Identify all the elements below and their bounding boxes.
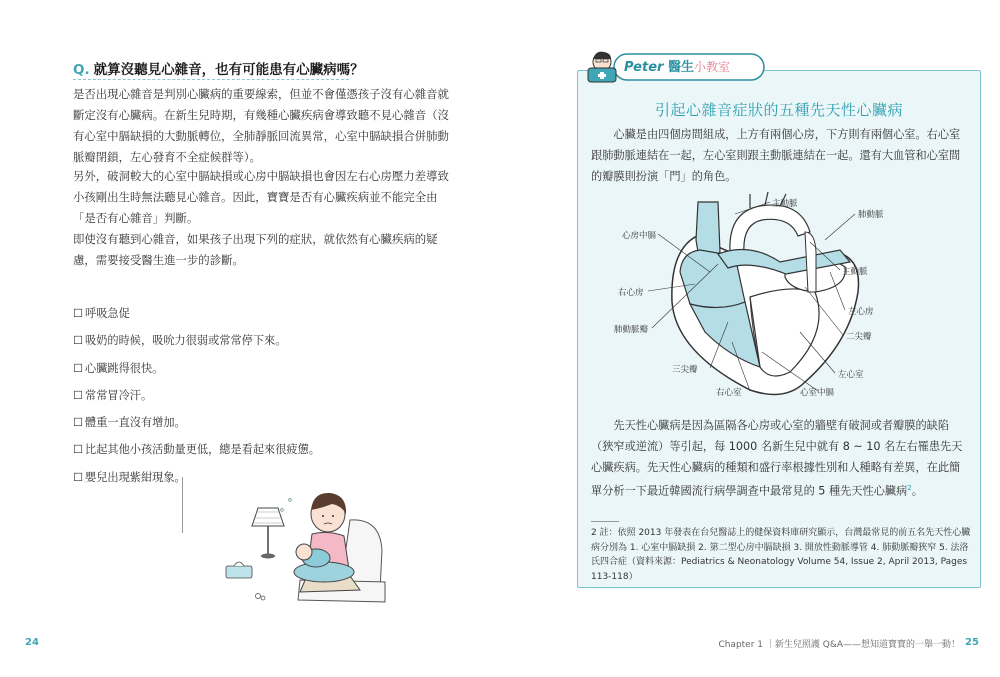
heart-intro-paragraph: 心臟是由四個房間組成，上方有兩個心房，下方則有兩個心室。右心室跟肺動脈連結在一起，左心室則跟主動脈連結在一起。還有大血管和心室間的瓣膜則扮演「門」的角色。 <box>591 128 961 183</box>
checkbox-icon: ☐ <box>73 443 84 457</box>
symptom-checklist <box>73 304 320 495</box>
badge-title <box>624 56 730 75</box>
paragraph-2: 另外，破洞較大的心室中膈缺損或心房中膈缺損也會因左右心房壓力差導致小孩剛出生時無法聽見心雜音。因此，寶寶是否有心臟疾病並不能完全由「是否有心雜音」判斷。 <box>73 169 449 225</box>
heading-divider <box>73 79 349 80</box>
label-atrial-septum: 心房中膈 <box>622 231 657 241</box>
footnote: 2 註：依照 2013 年發表在台兒醫誌上的健保資料庫研究顯示，台灣最常見的前五名先天性心臟病分別為 1. 心室中膈缺損 2. 第二型心房中膈缺損 3. 開放性動脈導管 4. 肺動脈瓣狹窄 5. 法洛氏四合症（資料來源：Pediatrics & Neonatology Volume 54, Issue 2, April 2013, Pages 113-118） <box>591 528 971 582</box>
chapter-footer: Chapter 1 ｜新生兒照護 Q&A——想知道寶寶的一舉一動！ <box>718 640 960 650</box>
page-number-right: 25 <box>965 637 979 648</box>
label-pulmonary-artery: 肺動脈 <box>858 210 884 220</box>
checklist-item: ☐ 呼吸急促 <box>73 307 130 320</box>
badge-word: 醫生 <box>667 60 694 75</box>
question-title: 就算沒聽見心雜音，也有可能患有心臟病嗎？ <box>93 62 364 78</box>
checklist-item: ☐ 心臟跳得很快。 <box>73 361 164 375</box>
right-page <box>500 0 1000 677</box>
heart-anatomy-diagram <box>600 192 970 404</box>
badge-small: 小教室 <box>694 60 731 74</box>
label-left-atrium: 左心房 <box>848 307 874 317</box>
checklist-item: ☐ 吸奶的時候，吸吮力很弱或常常停下來。 <box>73 334 287 348</box>
checkbox-icon: ☐ <box>73 416 84 430</box>
question-prefix: Q. <box>73 62 90 78</box>
checkbox-icon: ☐ <box>73 470 84 484</box>
checklist-item: ☐ 嬰兒出現紫紺現象。 <box>73 470 186 484</box>
checklist-item: ☐ 體重一直沒有增加。 <box>73 416 186 430</box>
label-pulmonary-valve: 肺動脈瓣 <box>614 325 649 335</box>
question-heading <box>73 58 463 78</box>
mother-feeding-baby-illustration <box>220 480 400 610</box>
label-left-ventricle: 左心室 <box>838 370 864 380</box>
label-right-ventricle: 右心室 <box>716 388 742 398</box>
label-ventricular-septum: 心室中膈 <box>800 388 835 398</box>
footnote-ref: 2 <box>907 484 912 492</box>
box-title: 引起心雜音症狀的五種先天性心臟病 <box>654 101 903 119</box>
checkbox-icon: ☐ <box>73 334 84 348</box>
paragraph-3: 即使沒有聽到心雜音，如果孩子出現下列的症狀，就依然有心臟疾病的疑慮，需要接受醫生進一步的診斷。 <box>73 232 438 267</box>
illustration-divider <box>182 477 183 533</box>
label-tricuspid-valve: 三尖瓣 <box>672 365 698 375</box>
badge-name: Peter <box>624 60 664 75</box>
label-mitral-valve: 二尖瓣 <box>846 332 872 342</box>
page-number-left: 24 <box>25 637 39 648</box>
checklist-item: ☐ 常常冒冷汗。 <box>73 388 153 402</box>
checklist-item: ☐ 比起其他小孩活動量更低，總是看起來很疲憊。 <box>73 443 320 457</box>
label-right-atrium: 右心房 <box>618 288 644 298</box>
paragraph-1: 是否出現心雜音是判別心臟病的重要線索，但並不會僅憑孩子沒有心雜音就斷定沒有心臟病。在新生兒時期，有幾種心臟疾病會導致聽不見心雜音（沒有心室中膈缺損的大動脈轉位，全肺靜脈回流異常，心室中膈缺損合併肺動脈瓣閉鎖，左心發育不全症候群等）。 <box>73 87 449 164</box>
label-aorta-right: 主動脈 <box>842 267 868 277</box>
congenital-heart-paragraph: 先天性心臟病是因為區隔各心房或心室的牆壁有破洞或者瓣膜的缺陷（狹窄或逆流）等引起，每 1000 名新生兒中就有 8 ~ 10 名左右罹患先天心臟疾病。先天性心臟病的種類和盛行率根據性別和人種略有差異，在此簡單分析一下最近韓國流行病學調查中最常見的 5 種先天性心臟病$^2$。 <box>591 419 963 498</box>
label-aorta-top: 主動脈 <box>772 199 798 209</box>
checkbox-icon: ☐ <box>73 388 84 402</box>
checkbox-icon: ☐ <box>73 307 84 320</box>
footnote-divider <box>591 521 619 522</box>
checkbox-icon: ☐ <box>73 361 84 375</box>
